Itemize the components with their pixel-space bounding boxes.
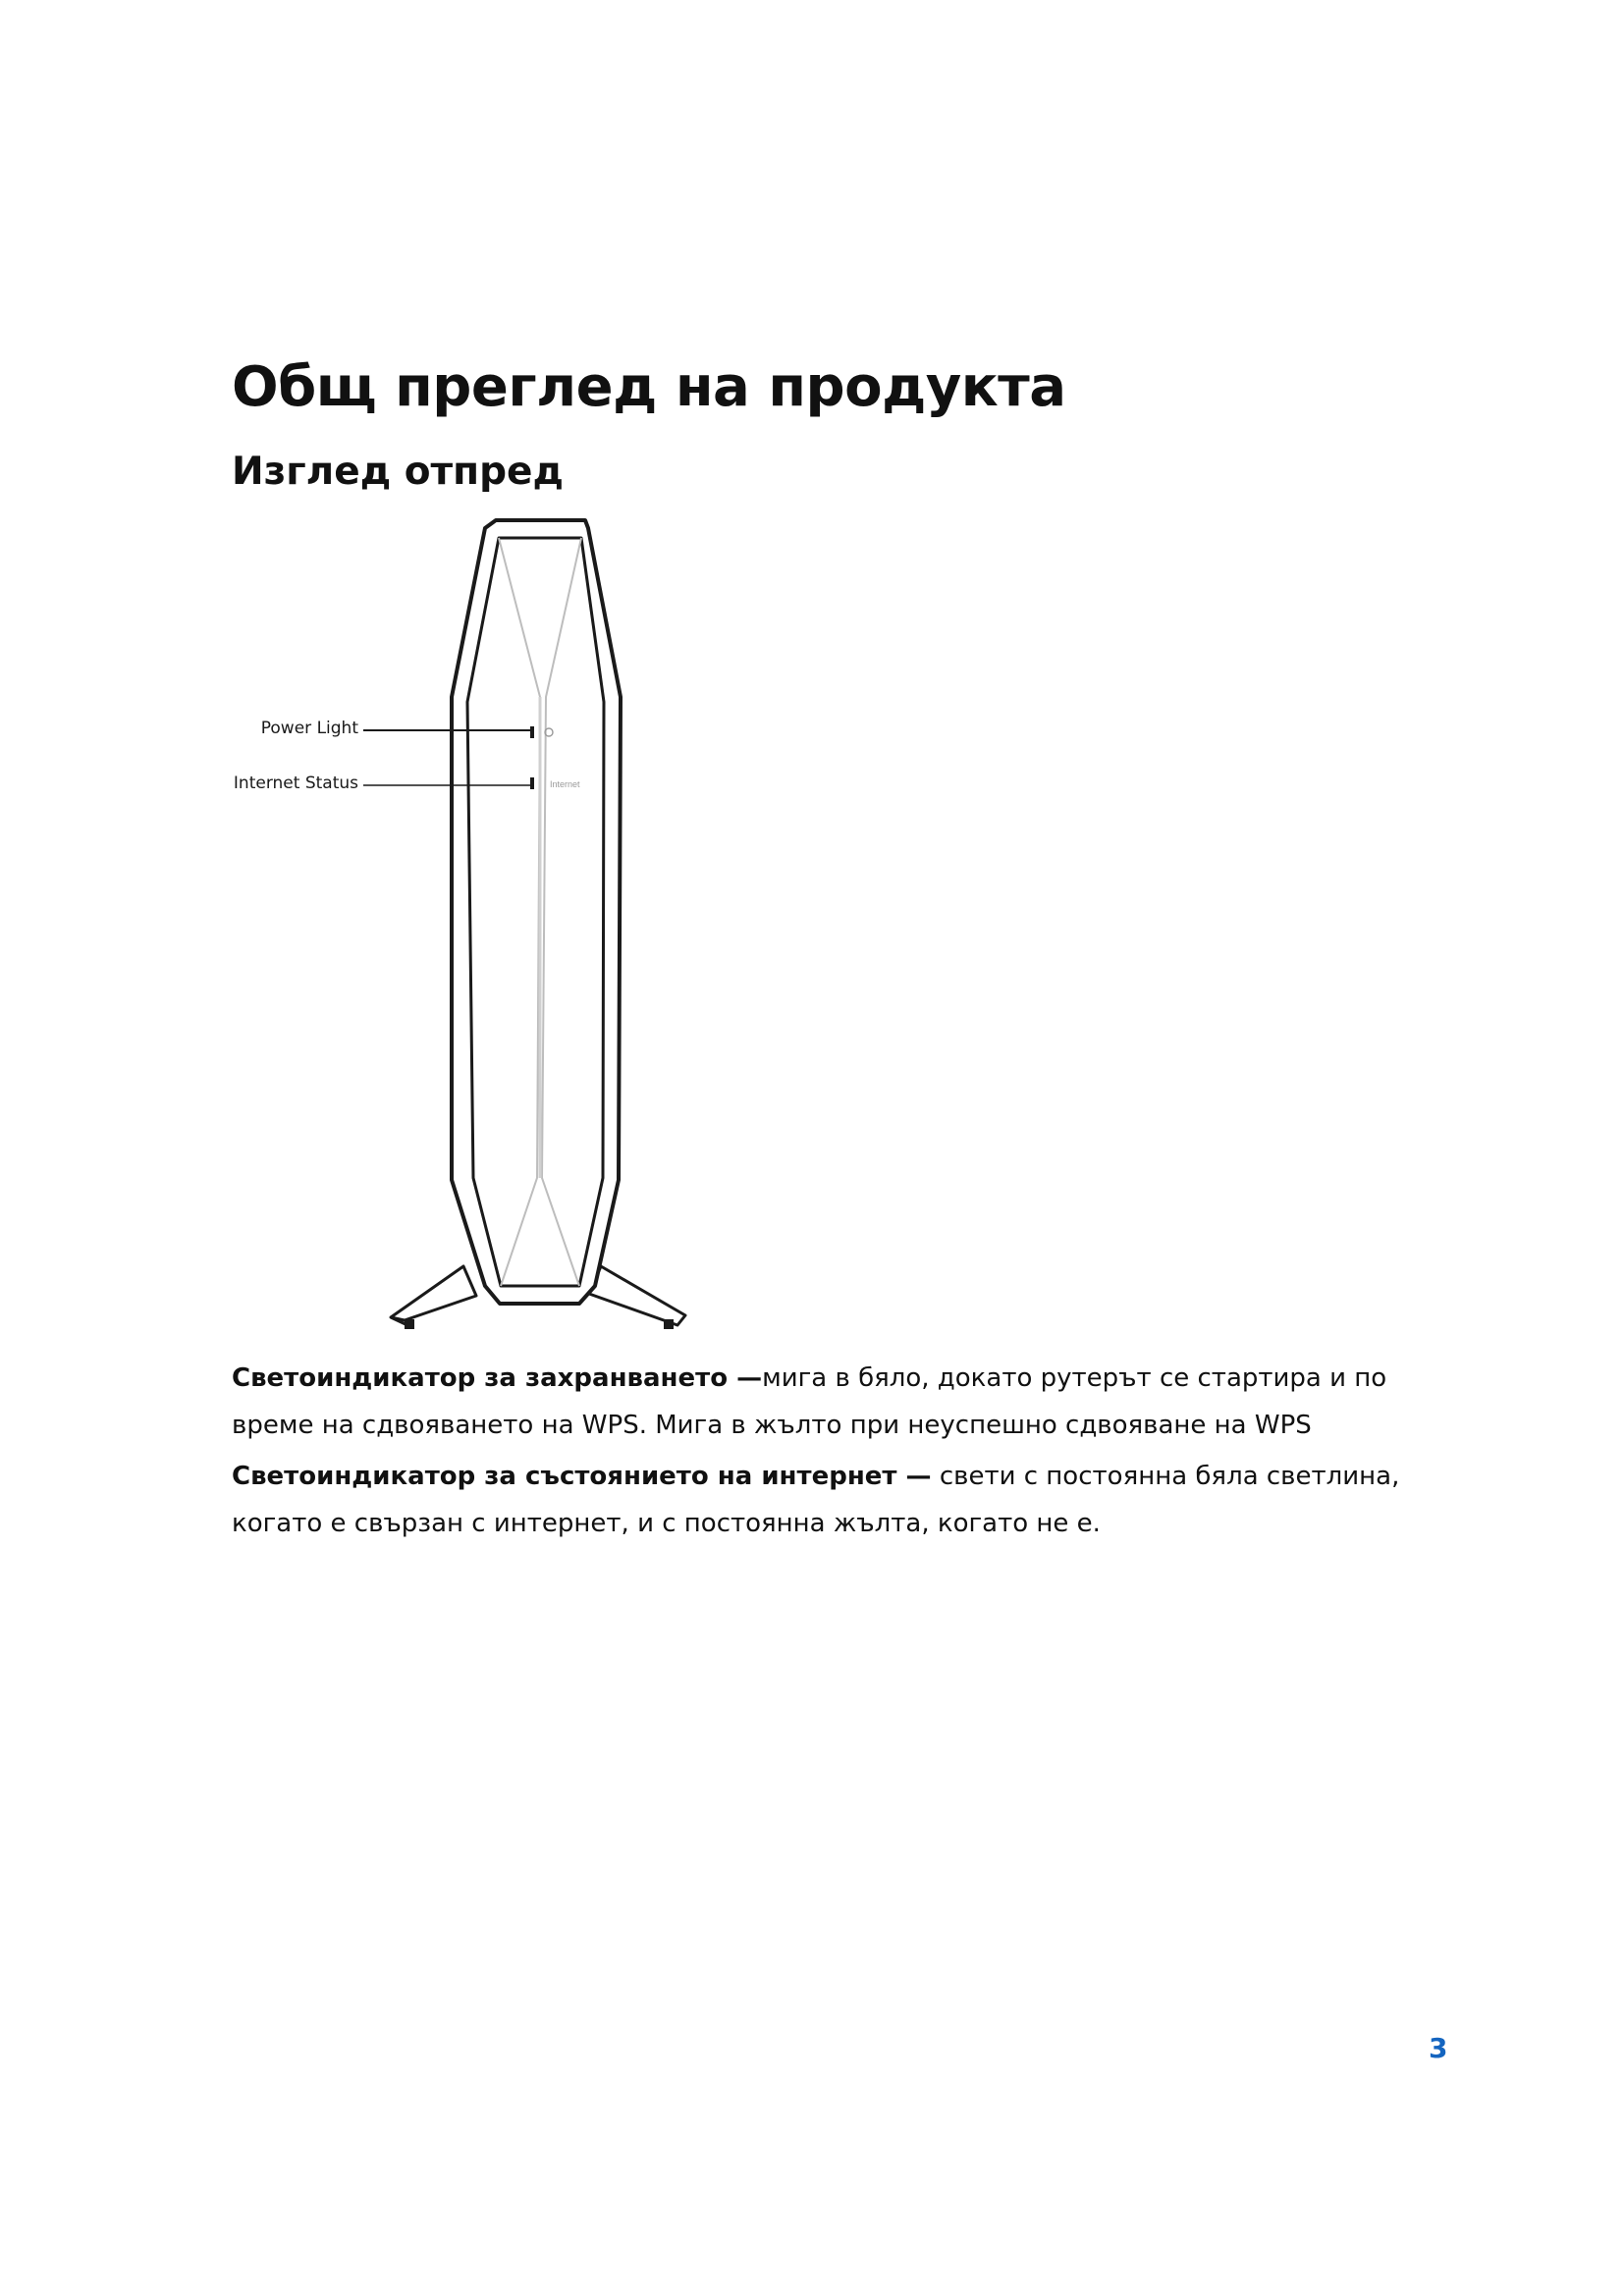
right-foot: [664, 1319, 674, 1329]
left-foot: [405, 1319, 414, 1329]
internet-status-text: свети с постоянна бяла светлина, когато е свързан с интернет, и с постоянна жълта, когато не е.: [232, 1462, 1400, 1538]
page-number: 3: [1429, 2032, 1448, 2064]
power-light-led: [530, 726, 534, 738]
left-leg: [391, 1266, 476, 1320]
internet-status-description: [232, 1453, 1400, 1547]
power-light-text: мига в бяло, докато рутерът се стартира и по време на сдвояването на WPS. Мига в жълто при неуспешно сдвояване на WPS: [232, 1363, 1387, 1440]
internet-status-led: [530, 777, 534, 789]
power-light-callout-label: Power Light: [260, 719, 358, 738]
right-leg: [589, 1266, 685, 1325]
power-light-description: [232, 1355, 1400, 1449]
power-light-term: Светоиндикатор за захранването —: [232, 1363, 763, 1393]
section-title: Изглед отпред: [232, 450, 564, 494]
page-title: Общ преглед на продукта: [232, 355, 1066, 419]
router-front-panel: [467, 538, 604, 1286]
device-internet-label: Internet: [550, 779, 580, 789]
internet-status-term: Светоиндикатор за състоянието на интернет —: [232, 1462, 932, 1491]
router-front-view-figure: [0, 501, 746, 1364]
internet-status-callout-label: Internet Status: [233, 774, 358, 793]
router-illustration: [0, 501, 746, 1364]
